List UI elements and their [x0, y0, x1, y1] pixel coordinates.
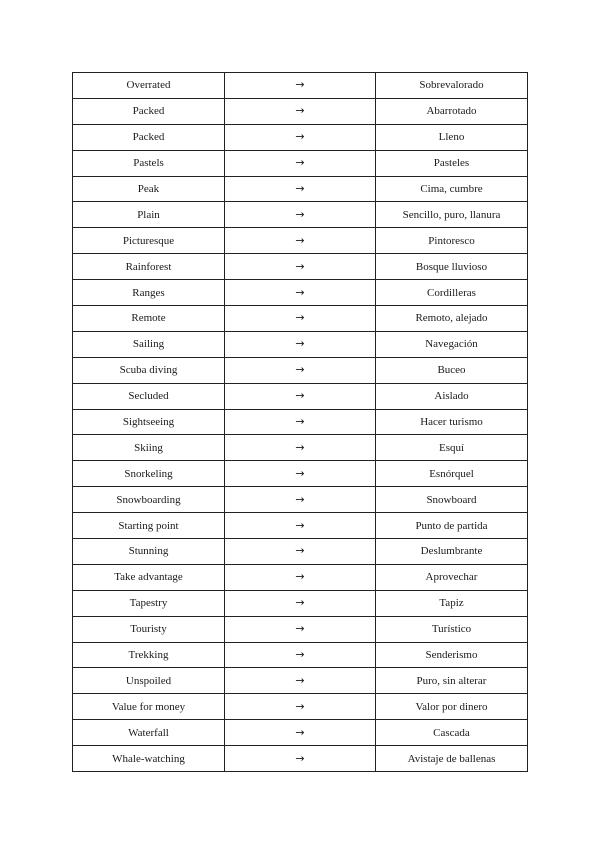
table-row	[73, 487, 528, 513]
arrow-right-icon: →	[225, 642, 376, 668]
arrow-right-icon: →	[225, 254, 376, 280]
english-term: Packed	[73, 98, 225, 124]
english-term: Starting point	[73, 513, 225, 539]
arrow-right-icon: →	[225, 73, 376, 99]
spanish-translation: Pasteles	[376, 150, 528, 176]
english-term: Ranges	[73, 280, 225, 306]
arrow-right-icon: →	[225, 487, 376, 513]
table-row	[73, 564, 528, 590]
spanish-translation: Tapiz	[376, 590, 528, 616]
spanish-translation: Senderismo	[376, 642, 528, 668]
english-term: Plain	[73, 202, 225, 228]
table-row	[73, 306, 528, 332]
table-row	[73, 150, 528, 176]
table-row	[73, 461, 528, 487]
spanish-translation: Snowboard	[376, 487, 528, 513]
table-row	[73, 668, 528, 694]
table-row	[73, 176, 528, 202]
spanish-translation: Bosque lluvioso	[376, 254, 528, 280]
arrow-right-icon: →	[225, 746, 376, 772]
english-term: Rainforest	[73, 254, 225, 280]
arrow-right-icon: →	[225, 461, 376, 487]
table-row	[73, 694, 528, 720]
arrow-right-icon: →	[225, 383, 376, 409]
arrow-right-icon: →	[225, 280, 376, 306]
english-term: Secluded	[73, 383, 225, 409]
spanish-translation: Sencillo, puro, llanura	[376, 202, 528, 228]
arrow-right-icon: →	[225, 564, 376, 590]
english-term: Sailing	[73, 331, 225, 357]
english-term: Unspoiled	[73, 668, 225, 694]
english-term: Skiing	[73, 435, 225, 461]
table-row	[73, 331, 528, 357]
arrow-right-icon: →	[225, 228, 376, 254]
english-term: Packed	[73, 124, 225, 150]
spanish-translation: Navegación	[376, 331, 528, 357]
table-row	[73, 228, 528, 254]
table-row	[73, 409, 528, 435]
table-row	[73, 98, 528, 124]
spanish-translation: Lleno	[376, 124, 528, 150]
spanish-translation: Pintoresco	[376, 228, 528, 254]
arrow-right-icon: →	[225, 616, 376, 642]
table-row	[73, 539, 528, 565]
spanish-translation: Cima, cumbre	[376, 176, 528, 202]
english-term: Tapestry	[73, 590, 225, 616]
arrow-right-icon: →	[225, 306, 376, 332]
english-term: Value for money	[73, 694, 225, 720]
spanish-translation: Turístico	[376, 616, 528, 642]
spanish-translation: Remoto, alejado	[376, 306, 528, 332]
english-term: Whale-watching	[73, 746, 225, 772]
table-row	[73, 357, 528, 383]
arrow-right-icon: →	[225, 435, 376, 461]
vocabulary-table	[72, 72, 528, 772]
english-term: Waterfall	[73, 720, 225, 746]
spanish-translation: Buceo	[376, 357, 528, 383]
spanish-translation: Punto de partida	[376, 513, 528, 539]
english-term: Pastels	[73, 150, 225, 176]
spanish-translation: Cascada	[376, 720, 528, 746]
table-row	[73, 73, 528, 99]
arrow-right-icon: →	[225, 357, 376, 383]
table-row	[73, 124, 528, 150]
arrow-right-icon: →	[225, 694, 376, 720]
spanish-translation: Esnórquel	[376, 461, 528, 487]
arrow-right-icon: →	[225, 150, 376, 176]
arrow-right-icon: →	[225, 513, 376, 539]
table-row	[73, 642, 528, 668]
english-term: Trekking	[73, 642, 225, 668]
table-row	[73, 202, 528, 228]
table-row	[73, 513, 528, 539]
spanish-translation: Hacer turismo	[376, 409, 528, 435]
spanish-translation: Esquí	[376, 435, 528, 461]
english-term: Snowboarding	[73, 487, 225, 513]
arrow-right-icon: →	[225, 409, 376, 435]
arrow-right-icon: →	[225, 331, 376, 357]
table-row	[73, 616, 528, 642]
english-term: Overrated	[73, 73, 225, 99]
arrow-right-icon: →	[225, 539, 376, 565]
english-term: Remote	[73, 306, 225, 332]
vocabulary-table-body	[73, 73, 528, 772]
table-row	[73, 746, 528, 772]
table-row	[73, 590, 528, 616]
english-term: Touristy	[73, 616, 225, 642]
arrow-right-icon: →	[225, 668, 376, 694]
english-term: Picturesque	[73, 228, 225, 254]
english-term: Peak	[73, 176, 225, 202]
english-term: Scuba diving	[73, 357, 225, 383]
arrow-right-icon: →	[225, 98, 376, 124]
spanish-translation: Cordilleras	[376, 280, 528, 306]
table-row	[73, 254, 528, 280]
spanish-translation: Deslumbrante	[376, 539, 528, 565]
table-row	[73, 280, 528, 306]
table-row	[73, 435, 528, 461]
arrow-right-icon: →	[225, 124, 376, 150]
spanish-translation: Aprovechar	[376, 564, 528, 590]
spanish-translation: Avistaje de ballenas	[376, 746, 528, 772]
table-row	[73, 720, 528, 746]
spanish-translation: Abarrotado	[376, 98, 528, 124]
spanish-translation: Puro, sin alterar	[376, 668, 528, 694]
table-row	[73, 383, 528, 409]
spanish-translation: Sobrevalorado	[376, 73, 528, 99]
english-term: Stunning	[73, 539, 225, 565]
spanish-translation: Aislado	[376, 383, 528, 409]
arrow-right-icon: →	[225, 176, 376, 202]
english-term: Sightseeing	[73, 409, 225, 435]
spanish-translation: Valor por dinero	[376, 694, 528, 720]
english-term: Snorkeling	[73, 461, 225, 487]
arrow-right-icon: →	[225, 590, 376, 616]
arrow-right-icon: →	[225, 202, 376, 228]
english-term: Take advantage	[73, 564, 225, 590]
arrow-right-icon: →	[225, 720, 376, 746]
